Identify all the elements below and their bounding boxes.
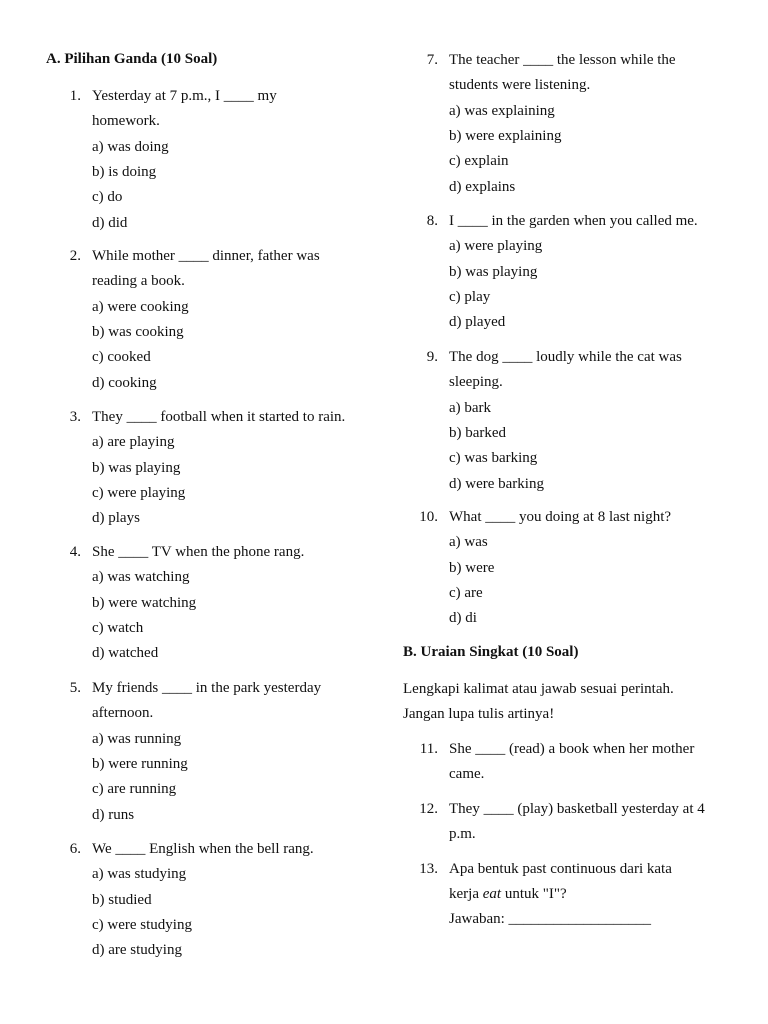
question-text: They ____ football when it started to rain. — [92, 409, 346, 425]
question-number: 6. — [69, 841, 81, 857]
answer-option: c) were playing — [92, 484, 186, 501]
question-number: 11. — [419, 741, 438, 757]
answer-blank: Jawaban: ___________________ — [449, 911, 652, 927]
answer-option: a) was running — [92, 730, 182, 747]
question-number: 2. — [69, 248, 81, 264]
answer-option: c) cooked — [92, 349, 151, 366]
answer-option: d) plays — [92, 510, 140, 527]
question-text: My friends ____ in the park yesterday — [92, 680, 322, 696]
section-b-title: B. Uraian Singkat (10 Soal) — [403, 644, 579, 660]
answer-option: b) were — [449, 559, 495, 576]
answer-option: d) watched — [92, 645, 159, 662]
question-text: I ____ in the garden when you called me. — [449, 213, 698, 229]
answer-option: a) were cooking — [92, 298, 189, 315]
question-text: came. — [449, 766, 485, 782]
question-text: reading a book. — [92, 273, 185, 290]
answer-option: b) barked — [449, 424, 507, 441]
answer-option: a) were playing — [449, 238, 543, 255]
question-text: What ____ you doing at 8 last night? — [449, 509, 672, 525]
question-number: 7. — [426, 52, 438, 68]
answer-option: d) are studying — [92, 942, 182, 959]
question-text: students were listening. — [449, 77, 591, 94]
answer-option: b) was playing — [92, 459, 181, 476]
answer-option: a) was studying — [92, 866, 187, 883]
question-text-part: untuk "I"? — [501, 886, 567, 902]
answer-option: d) cooking — [92, 374, 157, 391]
question-number: 4. — [69, 544, 81, 560]
question-number: 8. — [426, 213, 438, 229]
question-text: We ____ English when the bell rang. — [92, 841, 314, 857]
answer-option: c) explain — [449, 153, 509, 170]
question-number: 10. — [419, 509, 438, 525]
answer-option: d) were barking — [449, 475, 544, 492]
question-text: homework. — [92, 113, 160, 130]
answer-option: d) did — [92, 214, 128, 231]
question-text — [449, 885, 567, 903]
answer-option: c) do — [92, 189, 123, 206]
answer-option: c) were studying — [92, 916, 192, 933]
answer-option: d) played — [449, 314, 506, 331]
answer-option: b) was cooking — [92, 323, 184, 340]
answer-option: c) watch — [92, 619, 144, 636]
question-number: 1. — [69, 88, 81, 104]
answer-option: c) are — [449, 584, 483, 601]
question-text: afternoon. — [92, 705, 154, 722]
question-number: 3. — [69, 409, 81, 425]
question-text: While mother ____ dinner, father was — [92, 248, 320, 264]
section-a-title: A. Pilihan Ganda (10 Soal) — [46, 51, 218, 67]
question-text: Yesterday at 7 p.m., I ____ my — [92, 88, 277, 104]
question-text: She ____ (read) a book when her mother — [449, 741, 695, 757]
answer-option: a) was doing — [92, 138, 169, 155]
answer-option: d) runs — [92, 806, 135, 823]
answer-option: b) was playing — [449, 263, 538, 280]
emphasized-word: eat — [482, 886, 502, 902]
question-text: They ____ (play) basketball yesterday at 4 — [449, 801, 705, 817]
question-text: She ____ TV when the phone rang. — [92, 544, 305, 560]
answer-option: c) play — [449, 288, 491, 305]
question-text: p.m. — [449, 826, 476, 842]
question-number: 13. — [419, 861, 438, 877]
instruction-line: Jangan lupa tulis artinya! — [403, 706, 555, 722]
answer-option: a) are playing — [92, 434, 175, 451]
question-text: The teacher ____ the lesson while the — [449, 52, 676, 68]
question-number: 5. — [69, 680, 81, 696]
answer-option: a) was explaining — [449, 102, 555, 119]
answer-option: b) is doing — [92, 163, 157, 180]
answer-option: d) di — [449, 610, 477, 627]
answer-option: a) was — [449, 534, 488, 551]
answer-option: d) explains — [449, 178, 516, 195]
answer-option: b) were explaining — [449, 127, 562, 144]
question-number: 12. — [419, 801, 438, 817]
answer-option: c) was barking — [449, 450, 538, 467]
question-text: Apa bentuk past continuous dari kata — [449, 861, 672, 877]
answer-option: b) studied — [92, 891, 152, 908]
question-number: 9. — [426, 349, 438, 365]
question-text: The dog ____ loudly while the cat was — [449, 349, 682, 365]
answer-option: c) are running — [92, 781, 177, 798]
instruction-line: Lengkapi kalimat atau jawab sesuai perintah. — [403, 681, 674, 697]
question-text: sleeping. — [449, 374, 503, 391]
answer-option: a) was watching — [92, 569, 190, 586]
question-text-part: kerja — [449, 886, 483, 902]
answer-option: a) bark — [449, 399, 492, 416]
answer-option: b) were watching — [92, 594, 197, 611]
answer-option: b) were running — [92, 755, 188, 772]
